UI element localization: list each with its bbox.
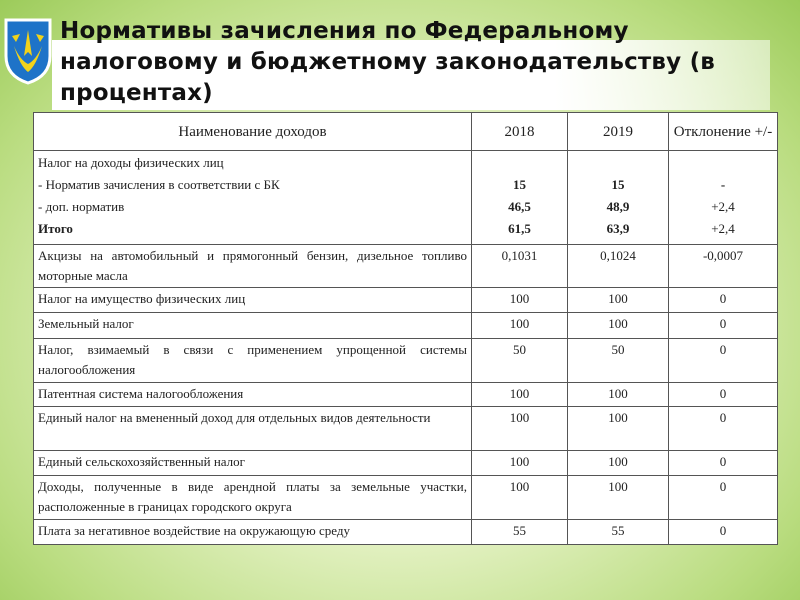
pit-dev-total: +2,4 xyxy=(711,221,735,236)
cell-name: Земельный налог xyxy=(34,313,472,339)
table-row-environment-fee xyxy=(34,520,778,545)
coat-of-arms-icon xyxy=(2,16,54,86)
cell-name: Доходы, полученные в виде арендной платы за земельные участки, расположенные в границах городского округа xyxy=(34,476,472,520)
cell-2019: 0,1024 xyxy=(568,245,669,288)
cell-name: Налог на имущество физических лиц xyxy=(34,288,472,313)
cell-deviation: 0 xyxy=(669,476,778,520)
header-2019: 2019 xyxy=(568,113,669,151)
cell-2019: 55 xyxy=(568,520,669,545)
cell-name: Единый сельскохозяйственный налог xyxy=(34,451,472,476)
cell-2018: 0,1031 xyxy=(472,245,568,288)
cell-2018 xyxy=(472,151,568,245)
cell-2018: 100 xyxy=(472,313,568,339)
table-row-patent xyxy=(34,383,778,407)
cell-name xyxy=(34,151,472,245)
table-row-land-tax xyxy=(34,313,778,339)
pit-2019-extra: 48,9 xyxy=(606,199,630,214)
cell-2018: 100 xyxy=(472,288,568,313)
cell-name: Налог, взимаемый в связи с применением упрощенной системы налогообложения xyxy=(34,339,472,383)
pit-extra: - доп. норматив xyxy=(38,199,125,214)
pit-2018-extra: 46,5 xyxy=(508,199,531,214)
table-row-property-tax xyxy=(34,288,778,313)
cell-2019: 100 xyxy=(568,476,669,520)
cell-deviation: -0,0007 xyxy=(669,245,778,288)
header-name: Наименование доходов xyxy=(34,113,472,151)
table-row-land-rent xyxy=(34,476,778,520)
cell-2018: 100 xyxy=(472,407,568,451)
pit-2018-total: 61,5 xyxy=(508,221,531,236)
pit-norm: - Норматив зачисления в соответствии с БК xyxy=(38,177,280,192)
pit-2019-total: 63,9 xyxy=(606,221,630,236)
cell-2019: 100 xyxy=(568,383,669,407)
cell-2019 xyxy=(568,151,669,245)
cell-deviation: 0 xyxy=(669,520,778,545)
cell-2018: 50 xyxy=(472,339,568,383)
pit-total: Итого xyxy=(38,221,73,236)
cell-name: Акцизы на автомобильный и прямогонный бензин, дизельное топливо моторные масла xyxy=(34,245,472,288)
cell-deviation: 0 xyxy=(669,451,778,476)
cell-2019: 100 xyxy=(568,407,669,451)
table-row-excise xyxy=(34,245,778,288)
cell-name: Плата за негативное воздействие на окружающую среду xyxy=(34,520,472,545)
cell-2019: 100 xyxy=(568,313,669,339)
header-2018: 2018 xyxy=(472,113,568,151)
cell-2018: 100 xyxy=(472,476,568,520)
table-row-imputed-income xyxy=(34,407,778,451)
table-header-row xyxy=(34,113,778,151)
pit-dev-norm: - xyxy=(720,177,726,192)
table-row-agricultural-tax xyxy=(34,451,778,476)
pit-title: Налог на доходы физических лиц xyxy=(38,155,224,170)
cell-2019: 100 xyxy=(568,451,669,476)
cell-deviation: 0 xyxy=(669,407,778,451)
cell-2019: 50 xyxy=(568,339,669,383)
pit-dev-extra: +2,4 xyxy=(711,199,735,214)
pit-2019-norm: 15 xyxy=(611,177,625,192)
cell-2019: 100 xyxy=(568,288,669,313)
cell-name: Единый налог на вмененный доход для отдельных видов деятельности xyxy=(34,407,472,451)
header-deviation: Отклонение +/- xyxy=(669,113,778,151)
cell-name: Патентная система налогообложения xyxy=(34,383,472,407)
cell-deviation: 0 xyxy=(669,288,778,313)
pit-2018-norm: 15 xyxy=(513,177,526,192)
table-row-simplified-tax xyxy=(34,339,778,383)
page-title: Нормативы зачисления по Федеральному налоговому и бюджетному законодательству (в процентах) xyxy=(60,18,716,106)
cell-deviation: 0 xyxy=(669,383,778,407)
cell-deviation: 0 xyxy=(669,339,778,383)
cell-deviation: 0 xyxy=(669,313,778,339)
cell-2018: 100 xyxy=(472,383,568,407)
table-row-pit xyxy=(34,151,778,245)
cell-2018: 100 xyxy=(472,451,568,476)
cell-2018: 55 xyxy=(472,520,568,545)
cell-deviation xyxy=(669,151,778,245)
norms-table xyxy=(33,112,778,545)
